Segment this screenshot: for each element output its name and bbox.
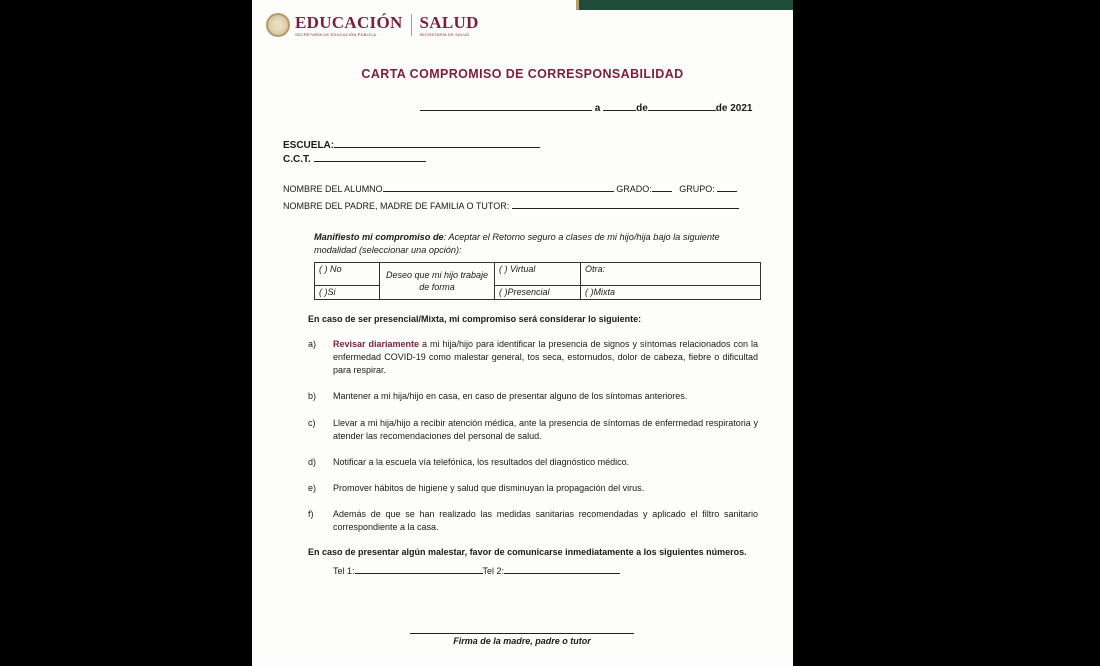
grupo-blank[interactable]: [717, 181, 737, 192]
tel1-blank[interactable]: [355, 563, 483, 574]
padre-row: NOMBRE DEL PADRE, MADRE DE FAMILIA O TUTOR:: [283, 198, 739, 211]
option-mixta[interactable]: ( )Mixta: [581, 286, 761, 300]
document-title: CARTA COMPROMISO DE CORRESPONSABILIDAD: [361, 67, 684, 81]
contact-heading: En caso de presentar algún malestar, favor de comunicarse inmediatamente a los siguientes números.: [308, 547, 747, 557]
national-seal-icon: [266, 13, 290, 37]
commitment-line-1: Manifiesto mi compromiso de: Aceptar el Retorno seguro a clases de mi hijo/hija bajo la siguiente: [314, 232, 720, 242]
option-presencial[interactable]: ( )Presencial: [495, 286, 581, 300]
logo-salud: SALUD SECRETARÍA DE SALUD: [419, 12, 479, 37]
date-line: a de de 2021: [420, 100, 753, 114]
commitment-line-2: modalidad (seleccionar una opción):: [314, 245, 462, 255]
logo-divider: [411, 14, 412, 36]
header-logos: [266, 11, 479, 39]
option-virtual[interactable]: ( ) Virtual: [495, 263, 581, 286]
cct-row: C.C.T.: [283, 151, 426, 165]
signature-label: Firma de la madre, padre o tutor: [453, 636, 591, 646]
option-si[interactable]: ( )Si: [315, 286, 380, 300]
cct-blank[interactable]: [314, 151, 426, 162]
tel-row: Tel 1: Tel 2:: [333, 563, 620, 576]
alumno-blank[interactable]: [383, 181, 614, 192]
place-blank[interactable]: [420, 100, 592, 111]
option-no[interactable]: ( ) No: [315, 263, 380, 286]
alumno-row: NOMBRE DEL ALUMNO GRADO: GRUPO:: [283, 181, 737, 194]
logo-educacion: EDUCACIÓN SECRETARÍA DE EDUCACIÓN PÚBLICA: [295, 12, 403, 37]
day-blank[interactable]: [603, 100, 636, 111]
header-band: [576, 0, 793, 10]
option-description: Deseo que mi hijo trabaje de forma: [380, 263, 495, 300]
escuela-blank[interactable]: [334, 137, 540, 148]
option-otra[interactable]: Otra:: [581, 263, 761, 286]
modality-options-table: [314, 262, 761, 300]
signature-line[interactable]: [410, 633, 634, 634]
escuela-row: ESCUELA:: [283, 137, 540, 151]
tel2-blank[interactable]: [504, 563, 620, 574]
presencial-heading: En caso de ser presencial/Mixta, mi compromiso será considerar lo siguiente:: [308, 314, 642, 324]
grado-blank[interactable]: [652, 181, 672, 192]
month-blank[interactable]: [648, 100, 716, 111]
document-page: EDUCACIÓN SECRETARÍA DE EDUCACIÓN PÚBLICA SALUD SECRETARÍA DE SALUD CARTA COMPROMISO DE CORRESPONSABILIDAD a de de 2021 ESCUELA: C.C.T. NOMBRE DEL ALUMNO GRADO: GRUPO: NOMBRE DEL PADRE, MADRE DE FAMILIA O TUTOR: Manifiesto mi compromiso de: Aceptar el Retorno seguro a clases de mi hijo/hija bajo la siguiente modalidad (seleccionar una opción): ( ) No Deseo que mi hijo trabaje de forma ( ) Virtual Otra: ( )Si ( )Presencial ( )Mixta En caso de ser presencial/Mixta, mi compromiso será considerar lo siguiente: a) Revisar diariamente a mi hija/hijo para identificar la presencia de signos y síntomas relacionados con la enfermedad COVID-19 como malestar general, tos seca, estornudos, dolor de cabeza, fiebre o dificultad para respirar. b) Mantener a mi hija/hijo en casa, en caso de presentar alguno de los síntomas anteriores. c) Llevar a mi hija/hijo a recibir atención médica, ante la presencia de síntomas de enfermedad respiratoria y atender las recomendaciones del personal de salud. d) Notificar a la escuela vía telefónica, los resultados del diagnóstico médico. e) Promover hábitos de higiene y salud que disminuyan la propagación del virus. f) Además de que se han realizado las medidas sanitarias recomendadas y aplicado el filtro sanitario correspondiente a la casa. En caso de presentar algún malestar, favor de comunicarse inmediatamente a los siguientes números. Tel 1: Tel 2: Firma de la madre, padre o tutor: [252, 0, 793, 666]
padre-blank[interactable]: [512, 198, 739, 209]
